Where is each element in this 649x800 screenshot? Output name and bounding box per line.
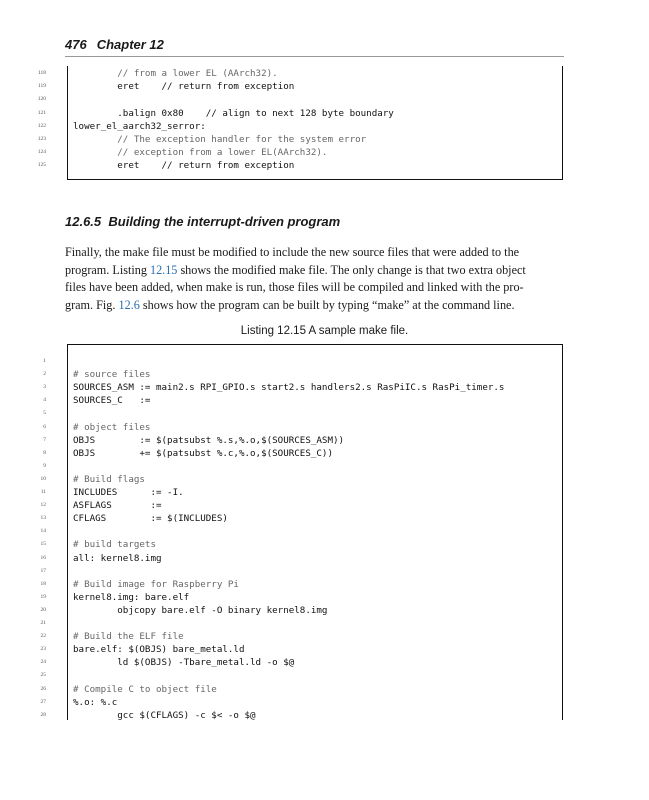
code-line — [40, 525, 649, 538]
body-paragraph — [65, 244, 565, 314]
line-number: 24 — [40, 659, 46, 666]
code-line — [40, 630, 649, 643]
code-line — [43, 355, 649, 368]
code-text: CFLAGS := $(INCLUDES) — [73, 513, 228, 525]
code-text: %.o: %.c — [73, 696, 118, 708]
line-number: 2 — [43, 371, 46, 378]
code-line — [40, 696, 649, 709]
figure-link[interactable]: 12.6 — [118, 297, 140, 312]
code-text: # source files — [73, 369, 151, 381]
code-line — [40, 643, 649, 656]
code-line — [37, 159, 649, 172]
code-text: // The exception handler for the system error — [73, 134, 367, 145]
paragraph-line — [65, 297, 565, 315]
code-text: all: kernel8.img — [73, 552, 162, 564]
code-text: objcopy bare.elf -O binary kernel8.img — [73, 604, 328, 616]
code-text: eret // return from exception — [73, 160, 295, 172]
code-line — [40, 683, 649, 696]
line-number: 19 — [40, 593, 46, 600]
page-number: 476 — [65, 37, 87, 52]
code-text: # build targets — [73, 539, 156, 551]
code-text: # Compile C to object file — [73, 683, 217, 695]
code-text: SOURCES_C := — [73, 395, 151, 407]
code-line — [40, 473, 649, 486]
page-header — [65, 36, 564, 56]
line-number: 13 — [40, 515, 46, 522]
section-number: 12.6.5 — [65, 214, 102, 229]
code-line — [40, 578, 649, 591]
code-line — [43, 460, 649, 473]
header-rule — [65, 56, 564, 57]
line-number: 22 — [40, 633, 46, 640]
code-text: // from a lower EL (AArch32). — [73, 68, 278, 79]
line-number: 1 — [43, 358, 46, 364]
line-number: 9 — [43, 462, 46, 469]
code-line — [37, 107, 649, 120]
code-text: SOURCES_ASM := main2.s RPI_GPIO.s start2.s handlers2.s RasPiIC.s RasPi_timer.s — [73, 382, 505, 394]
chapter-title: Chapter 12 — [96, 37, 164, 52]
code-text: // exception from a lower EL(AArch32). — [73, 147, 328, 159]
code-line — [40, 538, 649, 551]
code-line — [40, 604, 649, 617]
code-line — [40, 565, 649, 578]
code-text: bare.elf: $(OBJS) bare_metal.ld — [73, 644, 245, 656]
code-text: # object files — [73, 421, 151, 433]
paragraph-line — [65, 262, 565, 280]
code-line — [40, 486, 649, 499]
line-number: 26 — [40, 685, 46, 692]
code-line — [40, 499, 649, 512]
code-line — [43, 434, 649, 447]
paragraph-line: Finally, the make file must be modified to include the new source files that were added to the — [65, 245, 520, 259]
code-line — [37, 120, 649, 133]
code-text: # Build the ELF file — [73, 631, 184, 643]
makefile-listing — [40, 344, 563, 721]
section-heading — [65, 214, 340, 229]
code-text: # Build image for Raspberry Pi — [73, 578, 239, 590]
line-number: 3 — [43, 384, 46, 391]
line-number: 8 — [43, 449, 46, 456]
line-number: 16 — [40, 554, 46, 561]
line-number: 125 — [37, 162, 46, 169]
code-line — [37, 93, 649, 106]
line-number: 17 — [40, 567, 46, 574]
code-line — [43, 394, 649, 407]
line-number: 122 — [37, 122, 46, 129]
code-text: eret // return from exception — [73, 81, 295, 93]
line-number: 5 — [43, 410, 46, 417]
line-number: 118 — [37, 70, 46, 76]
code-text: ld $(OBJS) -Tbare_metal.ld -o $@ — [73, 657, 295, 669]
code-text: # Build flags — [73, 473, 145, 485]
line-number: 119 — [37, 83, 46, 90]
code-line — [43, 421, 649, 434]
line-number: 20 — [40, 606, 46, 613]
listing-link[interactable]: 12.15 — [149, 262, 178, 277]
line-number: 18 — [40, 580, 46, 587]
code-line — [43, 381, 649, 394]
code-line — [40, 591, 649, 604]
line-number: 23 — [40, 646, 46, 653]
code-line — [40, 669, 649, 682]
paragraph-line: files have been added, when make is run, those files will be compiled and linked with the pro- — [65, 280, 524, 295]
text-run: gram. Fig. — [65, 297, 119, 312]
code-text: .balign 0x80 // align to next 128 byte boundary — [73, 107, 394, 119]
code-line — [43, 368, 649, 381]
code-line — [37, 146, 649, 159]
line-number: 28 — [40, 711, 46, 718]
code-line — [37, 80, 649, 93]
line-number: 123 — [37, 136, 46, 142]
line-number: 25 — [40, 672, 46, 679]
code-text: OBJS += $(patsubst %.c,%.o,$(SOURCES_C)) — [73, 447, 333, 459]
line-number: 21 — [40, 620, 46, 626]
code-line — [43, 447, 649, 460]
listing-caption: Listing 12.15 A sample make file. — [240, 325, 409, 337]
code-line — [37, 133, 649, 146]
line-number: 121 — [37, 109, 46, 116]
code-text: lower_el_aarch32_serror: — [73, 120, 206, 132]
line-number: 6 — [43, 423, 46, 430]
line-number: 12 — [40, 502, 46, 509]
line-number: 7 — [43, 436, 46, 443]
code-line — [37, 67, 649, 80]
code-line — [40, 617, 649, 630]
code-text: ASFLAGS := — [73, 500, 162, 512]
code-line — [43, 407, 649, 420]
code-line — [40, 709, 649, 722]
line-number: 4 — [43, 397, 46, 404]
code-text: OBJS := $(patsubst %.s,%.o,$(SOURCES_ASM)) — [73, 434, 345, 446]
text-run: shows the modified make file. The only change is that two extra object — [177, 262, 526, 277]
code-line — [40, 552, 649, 565]
text-run: shows how the program can be built by typing “make” at the command line. — [139, 297, 515, 312]
line-number: 14 — [40, 528, 46, 535]
line-number: 124 — [37, 149, 46, 156]
code-text: gcc $(CFLAGS) -c $< -o $@ — [73, 709, 256, 721]
line-number: 15 — [40, 541, 46, 548]
text-run: program. Listing — [65, 262, 150, 277]
line-number: 27 — [40, 698, 46, 705]
line-number: 11 — [40, 489, 46, 495]
code-text: INCLUDES := -I. — [73, 487, 184, 498]
line-number: 120 — [37, 96, 46, 103]
code-listing-continued — [37, 66, 563, 180]
code-text: kernel8.img: bare.elf — [73, 591, 190, 603]
code-line — [40, 512, 649, 525]
section-title: Building the interrupt-driven program — [108, 214, 341, 229]
code-line — [40, 656, 649, 669]
line-number: 10 — [40, 475, 46, 482]
